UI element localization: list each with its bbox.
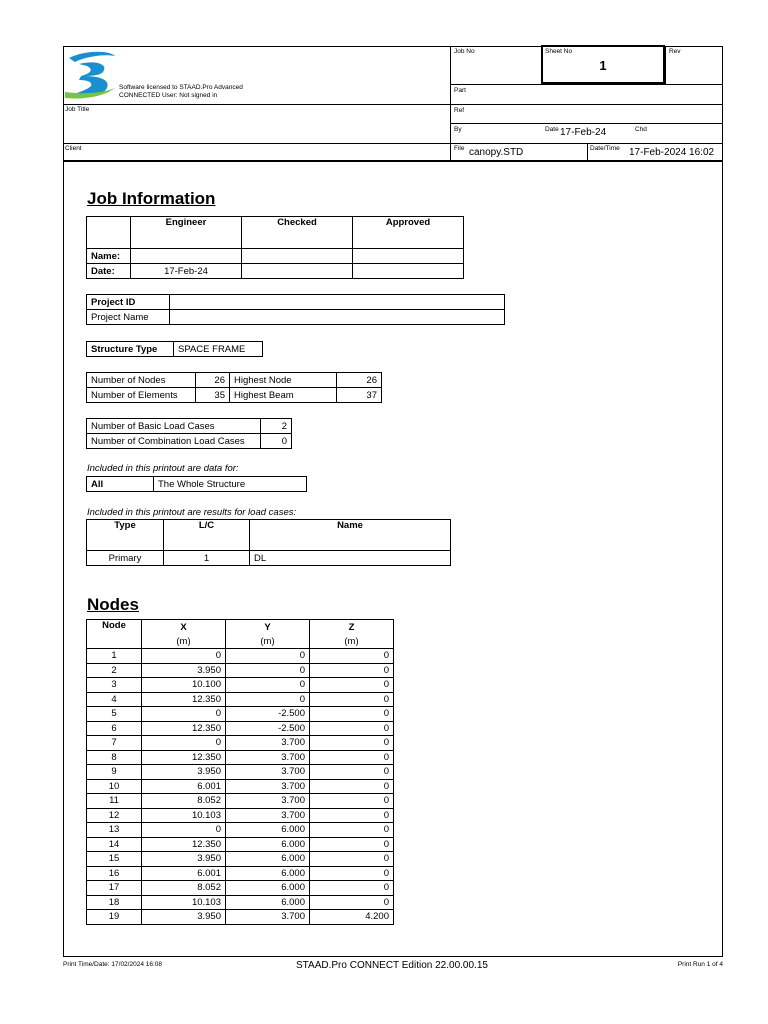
node-id: 4: [87, 692, 142, 707]
lc-name: DL: [250, 551, 451, 566]
file-label: File: [454, 145, 465, 152]
unit-z: (m): [310, 634, 394, 649]
node-x: 0: [142, 707, 226, 722]
structure-type-value: SPACE FRAME: [174, 342, 263, 357]
name-label: Name:: [87, 249, 131, 264]
node-id: 3: [87, 678, 142, 693]
node-id: 12: [87, 808, 142, 823]
unit-x: (m): [142, 634, 226, 649]
node-id: 10: [87, 779, 142, 794]
col-y: Y: [226, 620, 310, 635]
num-nodes-label: Number of Nodes: [87, 373, 196, 388]
table-row: [87, 707, 394, 722]
node-id: 18: [87, 895, 142, 910]
col-checked: Checked: [242, 217, 353, 249]
approval-table: [86, 216, 464, 279]
node-z: 0: [310, 765, 394, 780]
node-x: 8.052: [142, 794, 226, 809]
job-title-label: Job Title: [65, 106, 90, 113]
node-y: 3.700: [226, 910, 310, 925]
counts-table: [86, 372, 382, 403]
node-x: 6.001: [142, 866, 226, 881]
node-id: 14: [87, 837, 142, 852]
lc-col-type: Type: [87, 520, 164, 551]
node-id: 11: [87, 794, 142, 809]
node-id: 8: [87, 750, 142, 765]
structure-type-table: [86, 341, 263, 357]
node-y: 0: [226, 663, 310, 678]
lc-type: Primary: [87, 551, 164, 566]
bentley-logo: [65, 48, 119, 100]
node-z: 0: [310, 852, 394, 867]
engineer-date: 17-Feb-24: [131, 264, 242, 279]
node-x: 3.950: [142, 910, 226, 925]
node-z: 0: [310, 837, 394, 852]
node-id: 13: [87, 823, 142, 838]
included-results-text: Included in this printout are results for load cases:: [87, 507, 297, 518]
client-label: Client: [65, 145, 82, 152]
table-row: [87, 794, 394, 809]
col-z: Z: [310, 620, 394, 635]
table-row: [87, 837, 394, 852]
highest-node-label: Highest Node: [230, 373, 337, 388]
node-x: 12.350: [142, 750, 226, 765]
highest-beam-label: Highest Beam: [230, 388, 337, 403]
table-row: [87, 765, 394, 780]
highest-node-value: 26: [337, 373, 382, 388]
print-time: Print Time/Date: 17/02/2024 16:08: [63, 961, 163, 968]
node-y: 0: [226, 649, 310, 664]
all-label: All: [87, 477, 154, 492]
node-y: 0: [226, 692, 310, 707]
node-x: 10.103: [142, 808, 226, 823]
node-z: 0: [310, 881, 394, 896]
basic-lc-value: 2: [261, 419, 292, 434]
table-row: [87, 881, 394, 896]
node-z: 0: [310, 707, 394, 722]
num-elements-label: Number of Elements: [87, 388, 196, 403]
license-line-2: CONNECTED User: Not signed in: [119, 92, 218, 99]
date-value: 17-Feb-24: [560, 127, 607, 138]
node-y: 6.000: [226, 881, 310, 896]
job-no-label: Job No: [454, 48, 475, 55]
node-x: 3.950: [142, 663, 226, 678]
node-z: 0: [310, 866, 394, 881]
node-x: 8.052: [142, 881, 226, 896]
table-row: [87, 678, 394, 693]
comb-lc-value: 0: [261, 434, 292, 449]
node-y: 6.000: [226, 852, 310, 867]
node-y: 0: [226, 678, 310, 693]
node-x: 3.950: [142, 852, 226, 867]
node-id: 17: [87, 881, 142, 896]
sheet-no-value: 1: [599, 58, 607, 73]
node-x: 0: [142, 823, 226, 838]
highest-beam-value: 37: [337, 388, 382, 403]
chd-label: Chd: [635, 126, 647, 133]
sheet-header: [63, 46, 723, 162]
node-x: 12.350: [142, 837, 226, 852]
node-x: 6.001: [142, 779, 226, 794]
load-cases-table: [86, 418, 292, 449]
table-row: [87, 692, 394, 707]
node-z: 4.200: [310, 910, 394, 925]
col-x: X: [142, 620, 226, 635]
included-data-table: [86, 476, 307, 492]
node-id: 2: [87, 663, 142, 678]
node-y: 6.000: [226, 837, 310, 852]
num-elements-value: 35: [196, 388, 230, 403]
table-row: [87, 736, 394, 751]
lc-col-lc: L/C: [164, 520, 250, 551]
node-z: 0: [310, 779, 394, 794]
node-x: 12.350: [142, 692, 226, 707]
by-label: By: [454, 126, 462, 133]
load-case-results-table: [86, 519, 451, 566]
node-y: 6.000: [226, 866, 310, 881]
rev-label: Rev: [669, 48, 681, 55]
sheet-no-label: Sheet No: [545, 48, 573, 55]
included-data-text: Included in this printout are data for:: [87, 463, 239, 474]
node-y: 6.000: [226, 895, 310, 910]
node-x: 12.350: [142, 721, 226, 736]
print-run: Print Run 1 of 4: [677, 961, 723, 968]
table-row: [87, 649, 394, 664]
node-z: 0: [310, 692, 394, 707]
node-y: 3.700: [226, 750, 310, 765]
node-id: 6: [87, 721, 142, 736]
table-row: [87, 852, 394, 867]
node-x: 3.950: [142, 765, 226, 780]
node-id: 5: [87, 707, 142, 722]
table-row: [87, 721, 394, 736]
node-z: 0: [310, 823, 394, 838]
node-y: 3.700: [226, 779, 310, 794]
lc-number: 1: [164, 551, 250, 566]
node-z: 0: [310, 750, 394, 765]
date-row-label: Date:: [87, 264, 131, 279]
node-y: 6.000: [226, 823, 310, 838]
nodes-title: Nodes: [87, 595, 139, 614]
project-name-label: Project Name: [87, 310, 170, 325]
node-x: 10.100: [142, 678, 226, 693]
col-engineer: Engineer: [131, 217, 242, 249]
lc-col-name: Name: [250, 520, 451, 551]
file-value: canopy.STD: [469, 147, 524, 158]
table-row: [87, 910, 394, 925]
project-table: [86, 294, 505, 325]
table-row: [87, 551, 451, 566]
node-x: 0: [142, 649, 226, 664]
node-z: 0: [310, 895, 394, 910]
table-row: [87, 663, 394, 678]
node-z: 0: [310, 736, 394, 751]
node-y: 3.700: [226, 808, 310, 823]
job-information-title: Job Information: [87, 189, 216, 208]
node-id: 7: [87, 736, 142, 751]
node-id: 15: [87, 852, 142, 867]
node-z: 0: [310, 678, 394, 693]
nodes-table: [86, 619, 394, 925]
datetime-value: 17-Feb-2024 16:02: [629, 147, 715, 158]
unit-y: (m): [226, 634, 310, 649]
table-row: [87, 823, 394, 838]
node-y: 3.700: [226, 736, 310, 751]
comb-lc-label: Number of Combination Load Cases: [87, 434, 261, 449]
node-z: 0: [310, 721, 394, 736]
node-y: -2.500: [226, 707, 310, 722]
node-id: 1: [87, 649, 142, 664]
nodes-table-body: [87, 649, 394, 925]
all-value: The Whole Structure: [154, 477, 307, 492]
basic-lc-label: Number of Basic Load Cases: [87, 419, 261, 434]
num-nodes-value: 26: [196, 373, 230, 388]
table-row: [87, 808, 394, 823]
node-z: 0: [310, 808, 394, 823]
col-approved: Approved: [353, 217, 464, 249]
structure-type-label: Structure Type: [87, 342, 174, 357]
node-z: 0: [310, 663, 394, 678]
node-x: 10.103: [142, 895, 226, 910]
date-label: Date: [545, 126, 559, 133]
license-line-1: Software licensed to STAAD.Pro Advanced: [119, 84, 243, 91]
table-row: [87, 895, 394, 910]
table-row: [87, 750, 394, 765]
node-y: 3.700: [226, 765, 310, 780]
node-x: 0: [142, 736, 226, 751]
col-node: Node: [87, 620, 142, 649]
ref-label: Ref: [454, 107, 465, 114]
node-z: 0: [310, 794, 394, 809]
table-row: [87, 866, 394, 881]
part-label: Part: [454, 87, 466, 94]
project-id-label: Project ID: [87, 295, 170, 310]
table-row: [87, 779, 394, 794]
node-y: 3.700: [226, 794, 310, 809]
node-y: -2.500: [226, 721, 310, 736]
node-id: 16: [87, 866, 142, 881]
node-z: 0: [310, 649, 394, 664]
node-id: 9: [87, 765, 142, 780]
node-id: 19: [87, 910, 142, 925]
edition: STAAD.Pro CONNECT Edition 22.00.00.15: [296, 960, 488, 971]
datetime-label: Date/Time: [590, 145, 620, 152]
